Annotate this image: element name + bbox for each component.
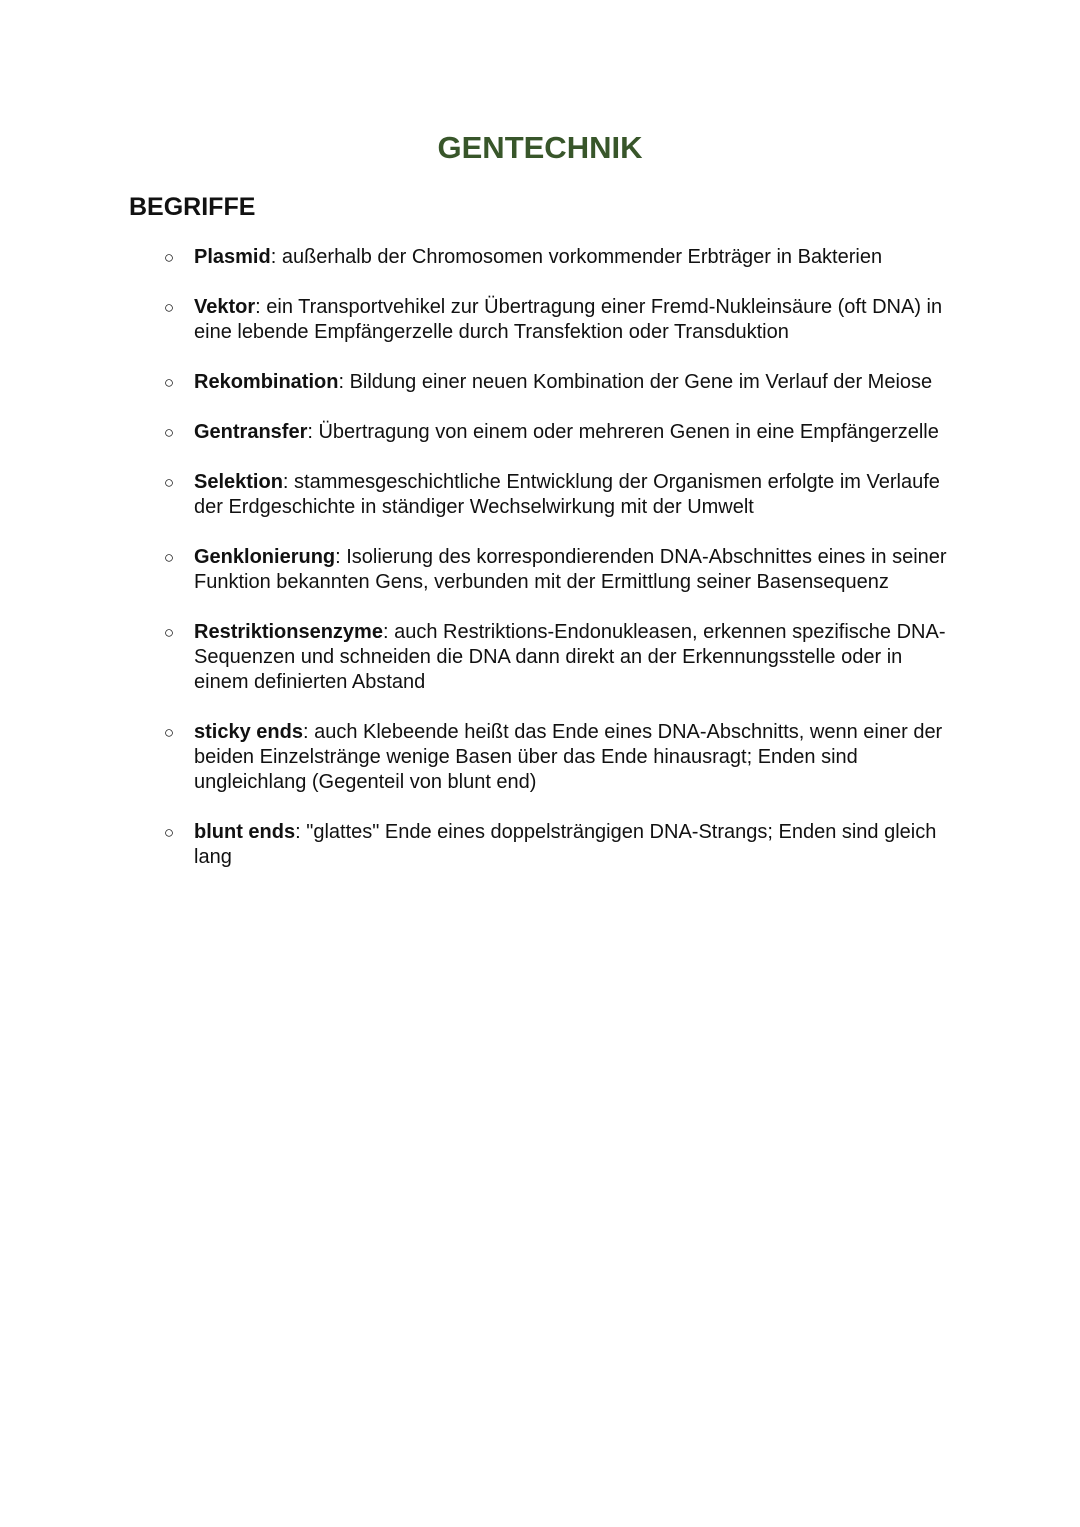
term-name: Selektion: [194, 471, 283, 493]
bullet-icon: ○: [163, 473, 175, 492]
term-list: [0, 245, 1080, 895]
list-item: [0, 720, 1080, 795]
term-name: Vektor: [194, 296, 256, 318]
term-definition: : stammesgeschichtliche Entwicklung der Organismen erfolgte im Verlaufe der Erdgeschichte in ständiger Wechselwirkung mit der Umwelt: [194, 471, 940, 518]
section-heading: BEGRIFFE: [129, 193, 256, 221]
term-definition: : auch Klebeende heißt das Ende eines DNA-Abschnitts, wenn einer der beiden Einzelstränge wenige Basen über das Ende hinausragt; Enden sind ungleichlang (Gegenteil von blunt end): [194, 721, 943, 793]
list-item: [0, 370, 1080, 395]
term-name: Gentransfer: [194, 421, 308, 443]
term-name: Genklonierung: [194, 546, 336, 568]
bullet-icon: ○: [163, 823, 175, 842]
term-definition: : Bildung einer neuen Kombination der Gene im Verlauf der Meiose: [338, 371, 933, 393]
term-definition: : auch Restriktions-Endonukleasen, erkennen spezifische DNA-Sequenzen und schneiden die DNA dann direkt an der Erkennungsstelle oder in einem definierten Abstand: [194, 621, 946, 693]
term-name: blunt ends: [194, 821, 296, 843]
list-item: [0, 470, 1080, 520]
term-name: sticky ends: [194, 721, 303, 743]
list-item: [0, 295, 1080, 345]
term-definition: : "glattes" Ende eines doppelsträngigen DNA-Strangs; Enden sind gleich lang: [194, 821, 937, 868]
term-name: Plasmid: [194, 246, 271, 268]
list-item: [0, 820, 1080, 870]
bullet-icon: ○: [163, 548, 175, 567]
list-item: [0, 420, 1080, 445]
page-title: GENTECHNIK: [437, 130, 643, 165]
term-definition: : Übertragung von einem oder mehreren Genen in eine Empfängerzelle: [307, 421, 939, 443]
bullet-icon: ○: [163, 373, 175, 392]
term-definition: : außerhalb der Chromosomen vorkommender Erbträger in Bakterien: [270, 246, 883, 268]
list-item: [0, 620, 1080, 695]
term-definition: : ein Transportvehikel zur Übertragung einer Fremd-Nukleinsäure (oft DNA) in eine lebende Empfängerzelle durch Transfektion oder Transduktion: [194, 296, 943, 343]
bullet-icon: ○: [163, 298, 175, 317]
bullet-icon: ○: [163, 423, 175, 442]
list-item: [0, 245, 1080, 270]
bullet-icon: ○: [163, 248, 175, 267]
bullet-icon: ○: [163, 623, 175, 642]
term-definition: : Isolierung des korrespondierenden DNA-Abschnittes eines in seiner Funktion bekannten Gens, verbunden mit der Ermittlung seiner Basensequenz: [194, 546, 947, 593]
bullet-icon: ○: [163, 723, 175, 742]
list-item: [0, 545, 1080, 595]
term-name: Restriktionsenzyme: [194, 621, 383, 643]
term-name: Rekombination: [194, 371, 339, 393]
